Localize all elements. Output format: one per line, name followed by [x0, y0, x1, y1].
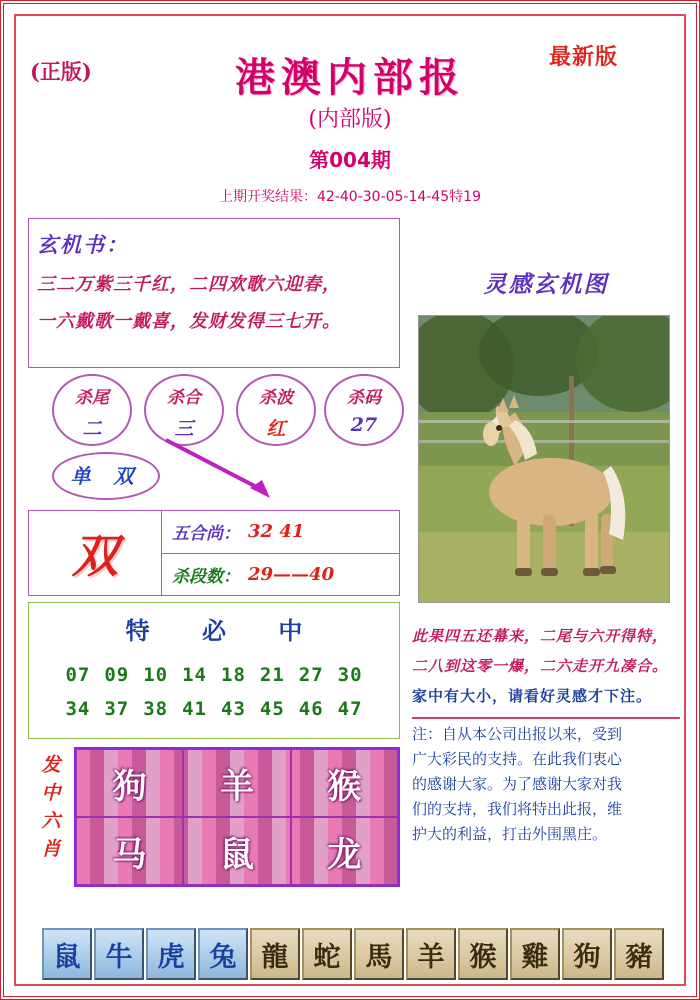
special-number: 27 [298, 664, 324, 686]
last-draw-result [4, 186, 696, 206]
zodiac-pick: 猴 [291, 749, 398, 817]
poem-line-1: 三二万紫三千红，二四欢歌六迎春， [37, 274, 341, 295]
special-number: 46 [298, 698, 324, 720]
edition-right-label: 最新版 [548, 44, 618, 70]
kill-oval-tail-label: 杀尾 [75, 388, 109, 408]
arrow-icon [158, 436, 288, 506]
page-title: 港澳内部报 [235, 54, 465, 101]
special-number: 30 [337, 664, 363, 686]
zodiac-strip [28, 747, 400, 887]
special-number: 43 [221, 698, 246, 720]
zodiac-picks-grid [74, 747, 400, 887]
vertical-slogan-char: 中 [41, 782, 61, 804]
right-column [412, 218, 680, 847]
special-number: 37 [104, 698, 130, 720]
special-number: 10 [143, 664, 169, 686]
zodiac-pick: 龙 [291, 817, 398, 885]
kill-oval-wave-value: 红 [266, 418, 286, 440]
footer-zodiac-cell: 猴 [458, 928, 508, 980]
note-line: 们的支持，我们将特出此报，维 [412, 800, 623, 818]
footer-zodiac-cell: 雞 [510, 928, 560, 980]
note-divider [412, 717, 680, 719]
last-draw-numbers: 42-40-30-05-14-45特19 [317, 189, 481, 205]
edition-left-label: (正版) [30, 59, 92, 84]
inspiration-title: 灵感玄机图 [483, 271, 609, 298]
big-pick-value: 双 [72, 529, 118, 583]
special-number: 14 [182, 664, 207, 686]
page-subtitle: (内部版) [308, 107, 392, 132]
zodiac-pick: 鼠 [183, 817, 290, 885]
footer-zodiac-cell: 馬 [354, 928, 404, 980]
zodiac-pick: 狗 [76, 749, 183, 817]
odd-even-row [28, 452, 400, 504]
last-draw-label: 上期开奖结果： [219, 189, 318, 205]
issue-number: 第004期 [309, 148, 391, 172]
special-number: 07 [65, 664, 91, 686]
inspiration-line-2: 二八到这零一爆，二六走开九凑合。 [412, 657, 669, 675]
poem-box [28, 218, 400, 368]
summary-row-sum [162, 511, 399, 554]
note-line: 护大的利益，打击外围黑庄。 [412, 825, 608, 843]
zodiac-pick: 羊 [183, 749, 290, 817]
special-number: 18 [221, 664, 246, 686]
special-number: 09 [104, 664, 130, 686]
kill-oval-tail [52, 374, 132, 446]
footer-zodiac-cell: 龍 [250, 928, 300, 980]
summary-grid [28, 510, 400, 596]
footer-zodiac-cell: 豬 [614, 928, 664, 980]
vertical-slogan-char: 肖 [41, 838, 61, 860]
vertical-slogan-char: 六 [41, 810, 61, 832]
special-numbers-list [33, 658, 395, 726]
summary-rows [162, 511, 399, 595]
kill-oval-code-value: 27 [350, 414, 378, 436]
left-column [28, 218, 400, 887]
odd-even-label: 单 双 [70, 464, 142, 488]
vertical-slogan [28, 747, 74, 887]
inspiration-line-3: 家中有大小，请看好灵感才下注。 [412, 687, 653, 705]
footer-zodiac-cell: 牛 [94, 928, 144, 980]
kill-oval-code [324, 374, 404, 446]
special-number: 34 [65, 698, 91, 720]
note-heading: 注：自从本公司出报以来，受到 [412, 725, 623, 743]
poem-line-2: 一六戴歌一戴喜，发财发得三七开。 [37, 311, 341, 332]
special-numbers-box [28, 602, 400, 739]
footer-zodiac-cell: 羊 [406, 928, 456, 980]
special-number: 38 [143, 698, 169, 720]
footer-zodiac-cell: 虎 [146, 928, 196, 980]
odd-even-oval [52, 452, 160, 500]
summary-row-sum-value: 32 41 [248, 521, 305, 543]
kill-oval-wave-label: 杀波 [259, 388, 293, 408]
footer-zodiac-cell: 兔 [198, 928, 248, 980]
note-line: 的感谢大家。为了感谢大家对我 [412, 775, 623, 793]
kill-oval-tail-value: 二 [82, 418, 102, 440]
special-number: 21 [259, 664, 285, 686]
vertical-slogan-char: 发 [41, 754, 61, 776]
kill-oval-sum-label: 杀合 [167, 388, 201, 408]
big-pick-cell [29, 511, 162, 595]
summary-row-range-label: 杀段数： [172, 566, 240, 587]
poem-title: 玄机书： [37, 232, 129, 257]
footer-zodiac-strip [42, 928, 666, 980]
horse-photo [418, 315, 670, 603]
special-number: 41 [182, 698, 207, 720]
special-number: 45 [259, 698, 285, 720]
special-numbers-title: 特 必 中 [125, 616, 325, 645]
horse-photo-art [419, 316, 670, 603]
summary-row-range [162, 554, 399, 596]
kill-oval-code-label: 杀码 [347, 388, 381, 408]
special-number: 47 [337, 698, 363, 720]
summary-row-sum-label: 五合尚： [172, 524, 240, 545]
kill-oval-sum-value: 三 [174, 418, 194, 440]
note-line: 广大彩民的支持。在此我们衷心 [412, 750, 623, 768]
inspiration-line-1: 此果四五还幕来，二尾与六开得特， [412, 627, 669, 645]
footer-zodiac-cell: 鼠 [42, 928, 92, 980]
footer-zodiac-cell: 狗 [562, 928, 612, 980]
zodiac-pick: 马 [76, 817, 183, 885]
inspiration-lines [412, 621, 680, 711]
footer-zodiac-cell: 蛇 [302, 928, 352, 980]
summary-row-range-value: 29——40 [248, 563, 335, 585]
